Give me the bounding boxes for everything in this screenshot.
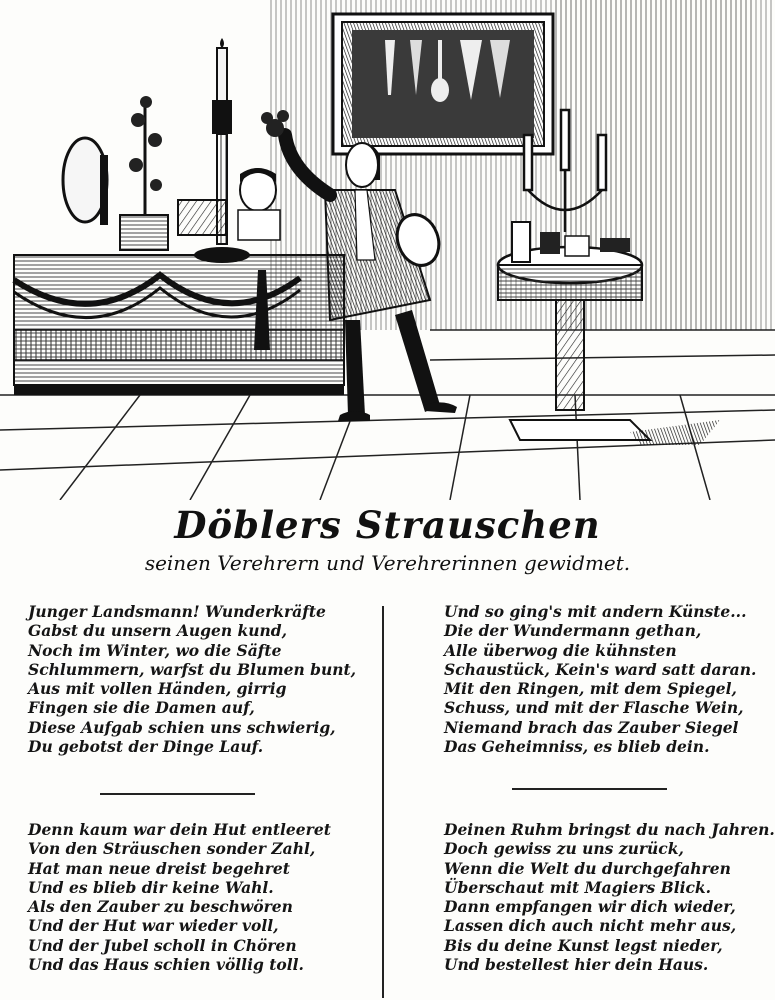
verse-line: Und es blieb dir keine Wahl. — [28, 877, 274, 897]
verse-line: Und so ging's mit andern Künste... — [444, 602, 747, 621]
verse-line: Doch gewiss zu uns zurück, — [444, 839, 684, 859]
verse-line: Überschaut mit Magiers Blick. — [444, 877, 712, 897]
verse-line: Aus mit vollen Händen, girrig — [28, 679, 287, 699]
stanza-3 — [28, 820, 331, 974]
verse-line: Und der Jubel scholl in Chören — [28, 935, 297, 955]
verse-line: Gabst du unsern Augen kund, — [28, 621, 288, 641]
document-title: Döblers Strauschen — [174, 503, 601, 547]
verse-line: Und der Hut war wieder voll, — [28, 916, 279, 936]
verse-line: Von den Sträuschen sonder Zahl, — [28, 839, 316, 859]
child-figure — [178, 168, 280, 240]
stanza-divider-left — [100, 793, 255, 795]
verse-line: Als den Zauber zu beschwören — [28, 897, 293, 917]
column-divider — [382, 606, 384, 998]
verse-line: Deinen Ruhm bringst du nach Jahren. — [444, 820, 775, 839]
stanza-2 — [444, 602, 756, 756]
verse-line: Noch im Winter, wo die Säfte — [28, 640, 282, 660]
draped-table — [14, 255, 344, 395]
verse-line: Mit den Ringen, mit dem Spiegel, — [444, 679, 737, 699]
verse-line: Und bestellest hier dein Haus. — [444, 955, 709, 975]
document-subtitle: seinen Verehrern und Verehrerinnen gewidmet. — [144, 551, 631, 575]
verse-line: Das Geheimniss, es blieb dein. — [444, 737, 710, 757]
potted-plant — [120, 96, 168, 250]
verse-line: Du gebotst der Dinge Lauf. — [28, 737, 264, 757]
verse-line: Junger Landsmann! Wunderkräfte — [28, 602, 326, 621]
stanza-4 — [444, 820, 775, 974]
verse-line: Wenn die Welt du durchgefahren — [444, 858, 731, 878]
verse-line: Die der Wundermann gethan, — [444, 621, 702, 641]
verse-line: Dann empfangen wir dich wieder, — [444, 897, 736, 917]
stanza-1 — [28, 602, 356, 756]
verse-line: Diese Aufgab schien uns schwierig, — [28, 717, 336, 737]
verse-line: Hat man neue dreist begehret — [28, 858, 290, 878]
verse-line: Niemand brach das Zauber Siegel — [444, 717, 739, 737]
verse-line: Fingen sie die Damen auf, — [28, 698, 255, 718]
framed-picture — [333, 14, 553, 154]
verse-line: Bis du deine Kunst legst nieder, — [444, 935, 723, 955]
verse-line: Lassen dich auch nicht mehr aus, — [444, 916, 737, 936]
verse-line: Schaustück, Kein's ward satt daran. — [444, 659, 757, 679]
verse-line: Denn kaum war dein Hut entleeret — [28, 820, 331, 839]
verse-line: Schuss, und mit der Flasche Wein, — [444, 698, 744, 718]
stanza-divider-right — [512, 788, 667, 790]
verse-line: Und das Haus schien völlig toll. — [28, 955, 304, 975]
verse-line: Alle überwog die kühnsten — [444, 640, 677, 660]
verse-line: Schlummern, warfst du Blumen bunt, — [28, 659, 357, 679]
